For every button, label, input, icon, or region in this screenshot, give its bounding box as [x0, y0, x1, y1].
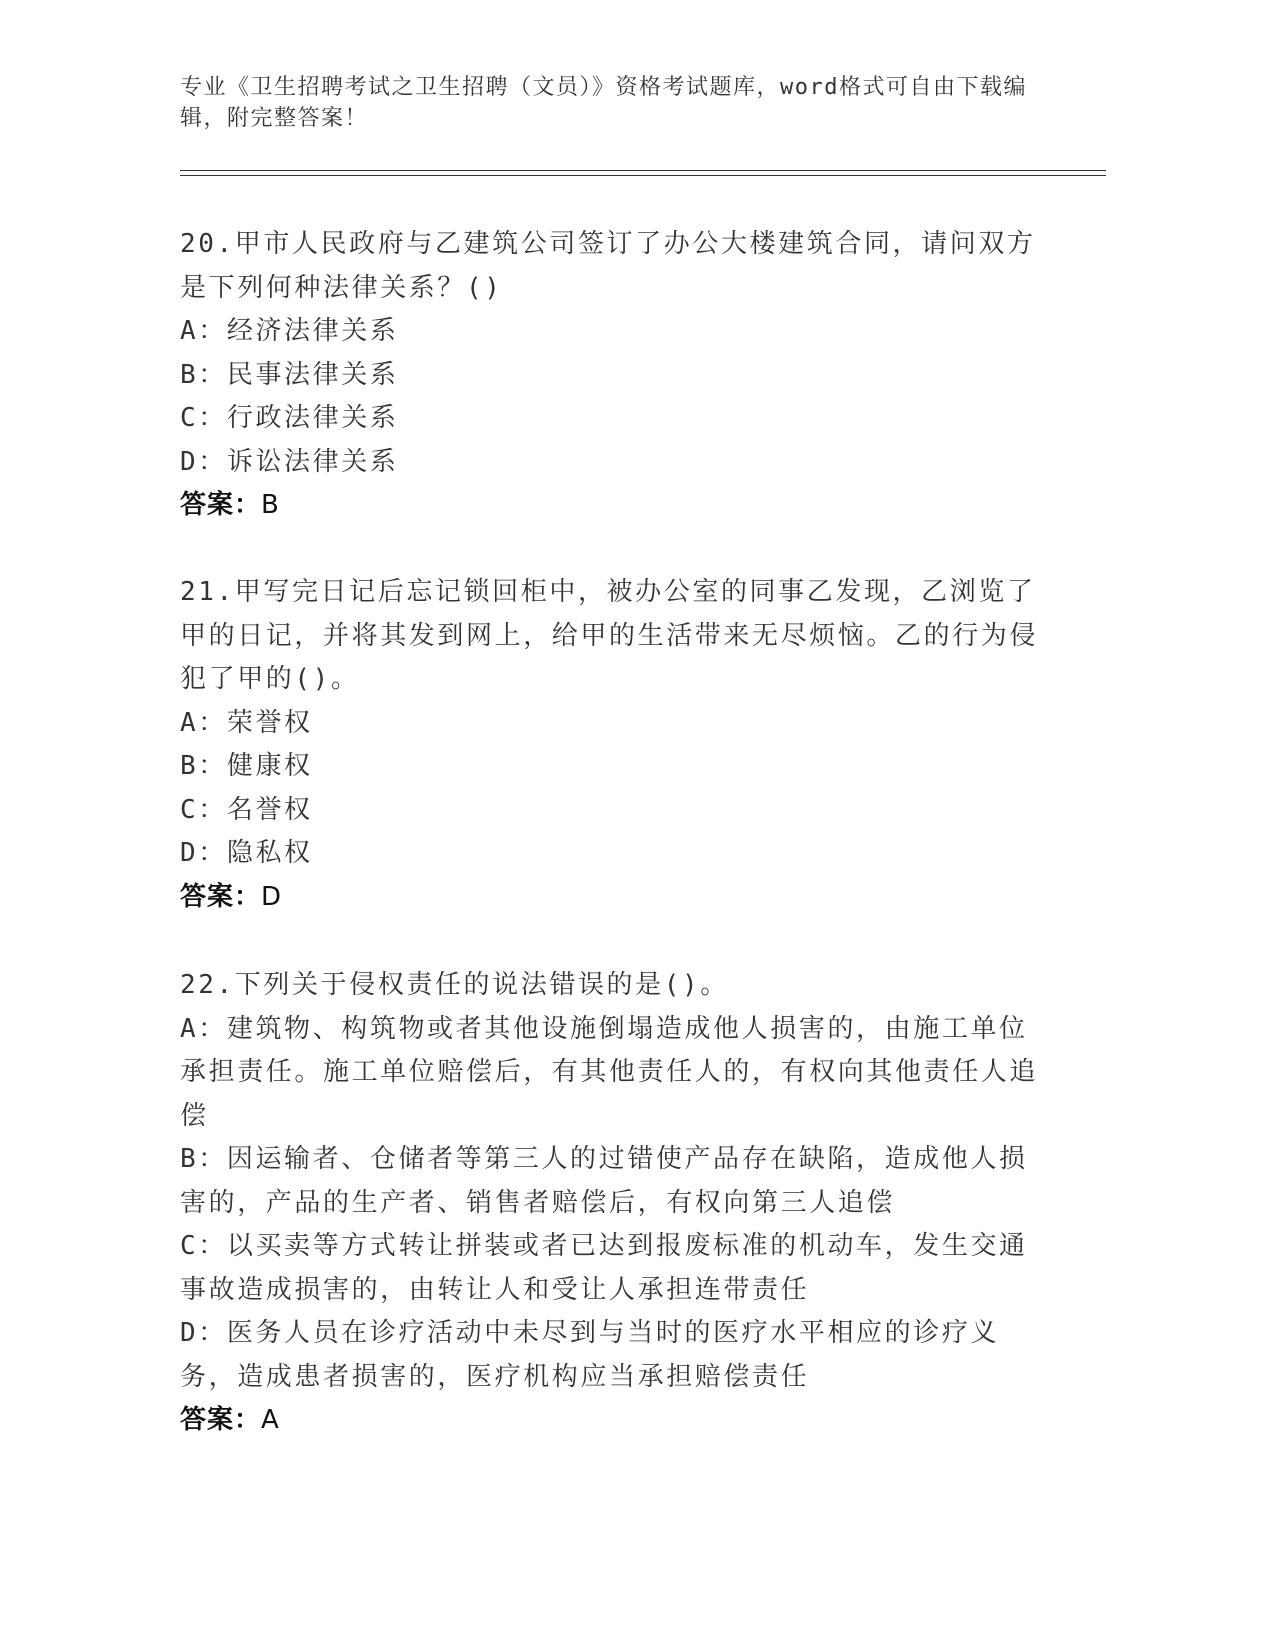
header-divider-top: [180, 170, 1106, 171]
question-stem: 20.甲市人民政府与乙建筑公司签订了办公大楼建筑合同，请问双方是下列何种法律关系？(): [180, 229, 1036, 303]
option-a: A：经济法律关系: [180, 316, 399, 346]
answer-line: [180, 484, 1040, 528]
answer-value: A: [261, 1405, 280, 1435]
option-a: A：荣誉权: [180, 707, 313, 738]
header-divider-bottom: [180, 175, 1106, 176]
question-21: [180, 571, 1040, 919]
question-22: [180, 964, 1040, 1443]
answer-line: [180, 876, 1040, 920]
answer-value: D: [261, 881, 283, 912]
document-header: 专业《卫生招聘考试之卫生招聘（文员）》资格考试题库，word格式可自由下载编辑，附完整答案！: [180, 75, 1027, 131]
option-b: B：因运输者、仓储者等第三人的过错使产品存在缺陷，造成他人损害的，产品的生产者、销售者赔偿后，有权向第三人追偿: [180, 1144, 1028, 1218]
option-a: A：建筑物、构筑物或者其他设施倒塌造成他人损害的，由施工单位承担责任。施工单位赔偿后，有其他责任人的，有权向其他责任人追偿: [180, 1013, 1039, 1131]
question-stem: 21.甲写完日记后忘记锁回柜中，被办公室的同事乙发现，乙浏览了甲的日记，并将其发到网上，给甲的生活带来无尽烦恼。乙的行为侵犯了甲的()。: [180, 577, 1039, 694]
option-c: C：名誉权: [180, 794, 313, 825]
question-stem: 22.下列关于侵权责任的说法错误的是()。: [180, 970, 729, 1000]
option-c: C：行政法律关系: [180, 403, 399, 433]
option-c: C：以买卖等方式转让拼装或者已达到报废标准的机动车，发生交通事故造成损害的，由转让人和受让人承担连带责任: [180, 1231, 1028, 1305]
answer-label: 答案：: [180, 881, 262, 912]
answer-label: 答案：: [180, 490, 262, 520]
answer-line: [180, 1399, 1040, 1443]
option-d: D：诉讼法律关系: [180, 446, 399, 477]
option-b: B：健康权: [180, 751, 313, 781]
answer-value: B: [261, 490, 280, 520]
answer-label: 答案：: [180, 1405, 262, 1435]
question-20: [180, 223, 1040, 528]
option-d: D：隐私权: [180, 838, 313, 868]
option-d: D：医务人员在诊疗活动中未尽到与当时的医疗水平相应的诊疗义务，造成患者损害的，医疗机构应当承担赔偿责任: [180, 1318, 1000, 1392]
option-b: B：民事法律关系: [180, 359, 399, 390]
